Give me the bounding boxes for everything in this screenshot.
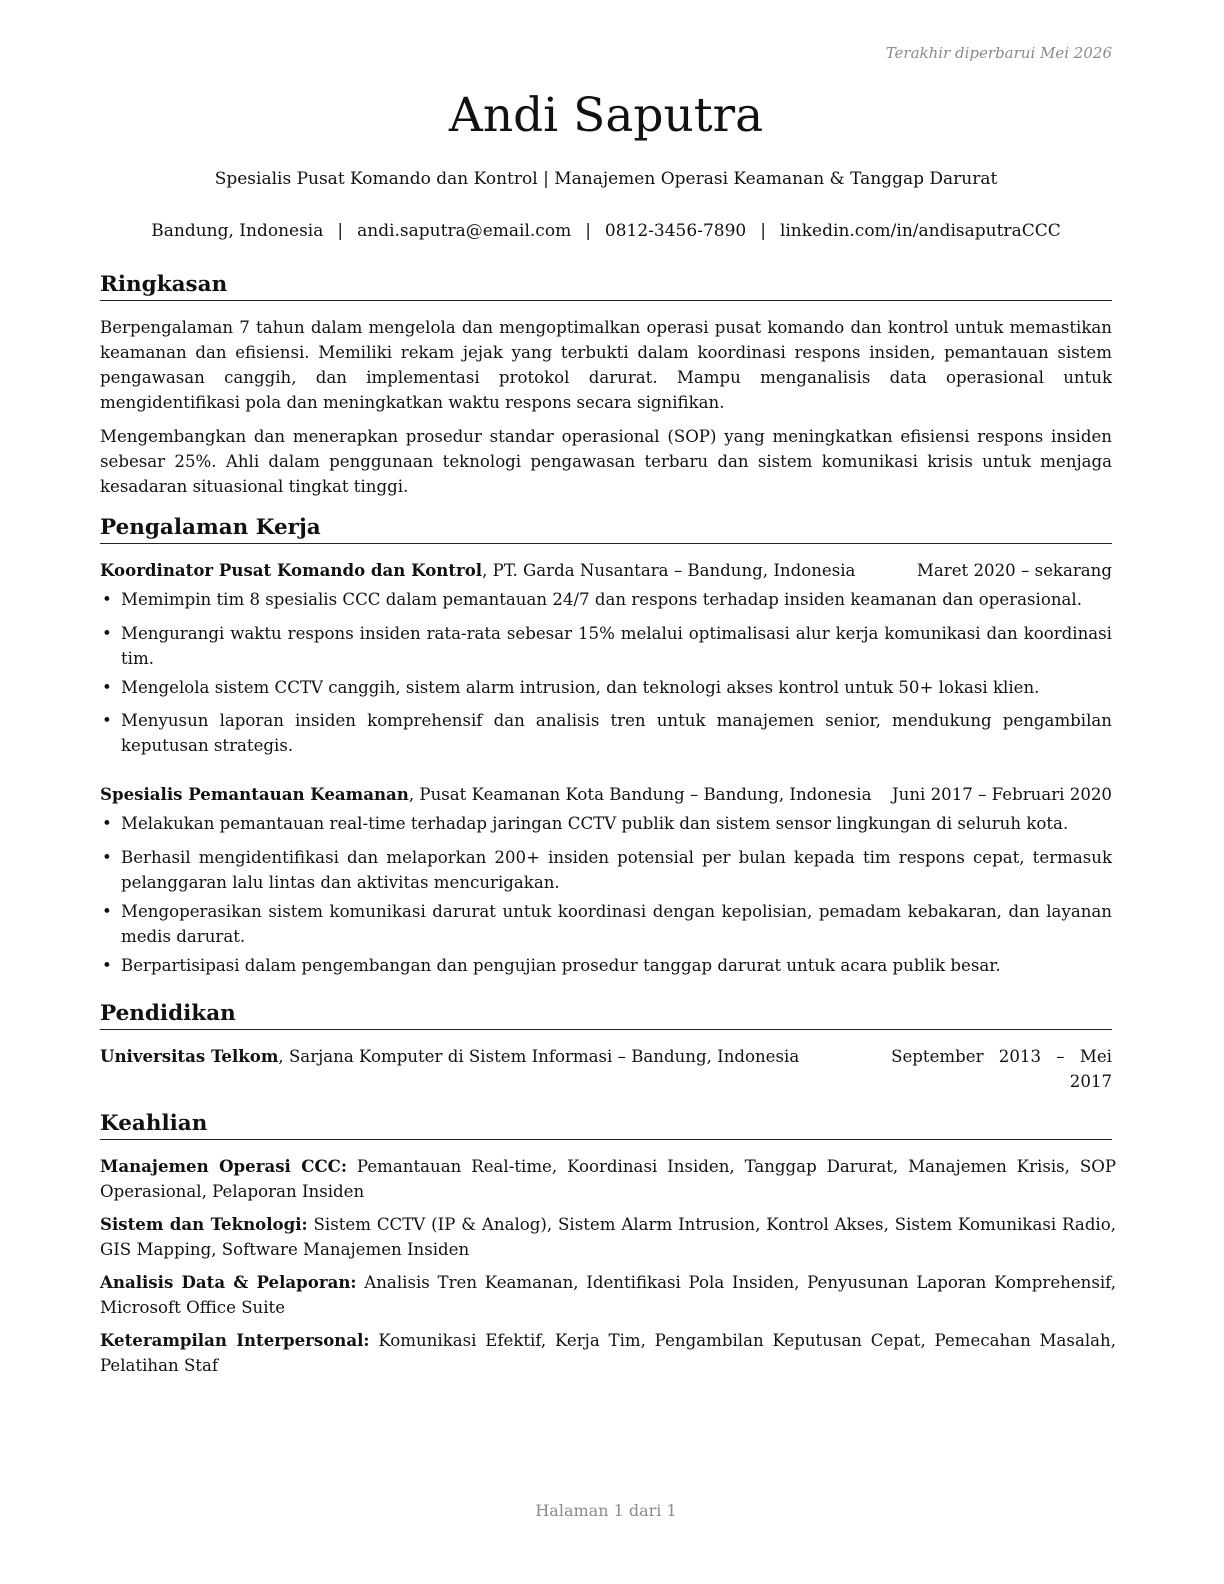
job-bullets bbox=[100, 811, 1112, 978]
contact-separator: | bbox=[337, 221, 344, 241]
job-bullet: • Berpartisipasi dalam pengembangan dan pengujian prosedur tanggap darurat untuk acara publik besar. bbox=[100, 953, 1112, 978]
education-dates bbox=[872, 1044, 1112, 1094]
job-header bbox=[100, 782, 1112, 807]
education-entry bbox=[100, 1044, 1112, 1094]
section-heading-education: Pendidikan bbox=[100, 1000, 1112, 1030]
degree-detail: , Sarjana Komputer di Sistem Informasi – Bandung, Indonesia bbox=[278, 1047, 800, 1066]
job-dates: Juni 2017 – Februari 2020 bbox=[892, 785, 1112, 804]
skills-section bbox=[100, 1110, 1116, 1378]
summary-body bbox=[100, 315, 1112, 499]
job-title: Spesialis Pemantauan Keamanan bbox=[100, 784, 409, 804]
job-bullet: • Mengoperasikan sistem komunikasi darurat untuk koordinasi dengan kepolisian, pemadam kebakaran, dan layanan medis darurat. bbox=[100, 899, 1112, 949]
skill-group bbox=[100, 1328, 1116, 1378]
contact-location: Bandung, Indonesia bbox=[151, 221, 324, 241]
job-bullets bbox=[100, 587, 1112, 758]
job-entry bbox=[100, 558, 1112, 758]
contact-separator: | bbox=[585, 221, 591, 241]
section-heading-experience: Pengalaman Kerja bbox=[100, 514, 1112, 544]
skill-group bbox=[100, 1154, 1116, 1204]
job-header bbox=[100, 558, 1112, 583]
last-updated-note: Terakhir diperbarui Mei 2026 bbox=[885, 44, 1112, 62]
contact-email[interactable]: andi.saputra@email.com bbox=[357, 221, 572, 241]
summary-paragraph: Berpengalaman 7 tahun dalam mengelola dan mengoptimalkan operasi pusat komando dan kontrol untuk memastikan keamanan dan efisiensi. Memiliki rekam jejak yang terbukti dalam koordinasi respons insiden, pemantauan sistem pengawasan canggih, dan implementasi protokol darurat. Mampu menganalisis data operasional untuk mengidentifikasi pola dan meningkatkan waktu respons secara signifikan. bbox=[100, 318, 1112, 412]
skill-group bbox=[100, 1212, 1116, 1262]
job-bullet: • Menyusun laporan insiden komprehensif dan analisis tren untuk manajemen senior, mendukung pengambilan keputusan strategis. bbox=[100, 708, 1112, 758]
skill-label: Analisis Data & Pelaporan: bbox=[100, 1272, 357, 1292]
skills-list bbox=[100, 1154, 1116, 1378]
contact-separator: | bbox=[760, 221, 766, 241]
experience-section bbox=[100, 514, 1112, 978]
headline: Spesialis Pusat Komando dan Kontrol | Manajemen Operasi Keamanan & Tanggap Darurat bbox=[214, 169, 998, 189]
job-dates: Maret 2020 – sekarang bbox=[916, 561, 1112, 580]
job-bullet: • Melakukan pemantauan real-time terhadap jaringan CCTV publik dan sistem sensor lingkungan di seluruh kota. bbox=[100, 811, 1112, 836]
section-heading-skills: Keahlian bbox=[100, 1110, 1112, 1140]
skill-label: Keterampilan Interpersonal: bbox=[100, 1330, 370, 1350]
skill-text: Komunikasi Efektif, Kerja Tim, Pengambilan Keputusan Cepat, Pemecahan Masalah, Pelatihan Staf bbox=[100, 1331, 1117, 1375]
education-dates-line: 2017 bbox=[1069, 1072, 1112, 1091]
job-bullet: • Mengurangi waktu respons insiden rata-rata sebesar 15% melalui optimalisasi alur kerja komunikasi dan koordinasi tim. bbox=[100, 621, 1112, 671]
job-org: , PT. Garda Nusantara – Bandung, Indonesia bbox=[482, 561, 856, 580]
job-bullet: • Mengelola sistem CCTV canggih, sistem alarm intrusion, dan teknologi akses kontrol untuk 50+ lokasi klien. bbox=[100, 675, 1112, 700]
job-bullet: • Memimpin tim 8 spesialis CCC dalam pemantauan 24/7 dan respons terhadap insiden keamanan dan operasional. bbox=[100, 587, 1112, 612]
skill-label: Sistem dan Teknologi: bbox=[100, 1214, 308, 1234]
page-number: Halaman 1 dari 1 bbox=[535, 1501, 677, 1520]
job-bullet: • Berhasil mengidentifikasi dan melaporkan 200+ insiden potensial per bulan kepada tim respons cepat, termasuk pelanggaran lalu lintas dan aktivitas mencurigakan. bbox=[100, 845, 1112, 895]
skill-label: Manajemen Operasi CCC: bbox=[100, 1156, 348, 1176]
skill-text: Sistem CCTV (IP & Analog), Sistem Alarm Intrusion, Kontrol Akses, Sistem Komunikasi Radio, GIS Mapping, Software Manajemen Insiden bbox=[100, 1215, 1117, 1259]
school-name: Universitas Telkom bbox=[100, 1046, 279, 1066]
summary-paragraph: Mengembangkan dan menerapkan prosedur standar operasional (SOP) yang meningkatkan efisiensi respons insiden sebesar 25%. Ahli dalam penggunaan teknologi pengawasan terbaru dan sistem komunikasi krisis untuk menjaga kesadaran situasional tingkat tinggi. bbox=[100, 427, 1112, 496]
contact-line bbox=[100, 219, 1112, 243]
job-org: , Pusat Keamanan Kota Bandung – Bandung, Indonesia bbox=[408, 785, 872, 804]
candidate-name: Andi Saputra bbox=[448, 88, 764, 143]
contact-linkedin[interactable]: linkedin.com/in/andisaputraCCC bbox=[779, 221, 1061, 241]
job-entry bbox=[100, 782, 1112, 978]
education-dates-line: September 2013 – Mei bbox=[891, 1047, 1112, 1066]
summary-section bbox=[100, 271, 1112, 499]
contact-phone: 0812-3456-7890 bbox=[604, 221, 747, 241]
job-title: Koordinator Pusat Komando dan Kontrol bbox=[100, 560, 483, 580]
section-heading-summary: Ringkasan bbox=[100, 271, 1112, 301]
skill-text: Analisis Tren Keamanan, Identifikasi Pola Insiden, Penyusunan Laporan Komprehensif, Microsoft Office Suite bbox=[100, 1273, 1116, 1317]
skill-text: Pemantauan Real-time, Koordinasi Insiden, Tanggap Darurat, Manajemen Krisis, SOP Operasional, Pelaporan Insiden bbox=[100, 1157, 1116, 1201]
education-section bbox=[100, 1000, 1112, 1094]
skill-group bbox=[100, 1270, 1116, 1320]
